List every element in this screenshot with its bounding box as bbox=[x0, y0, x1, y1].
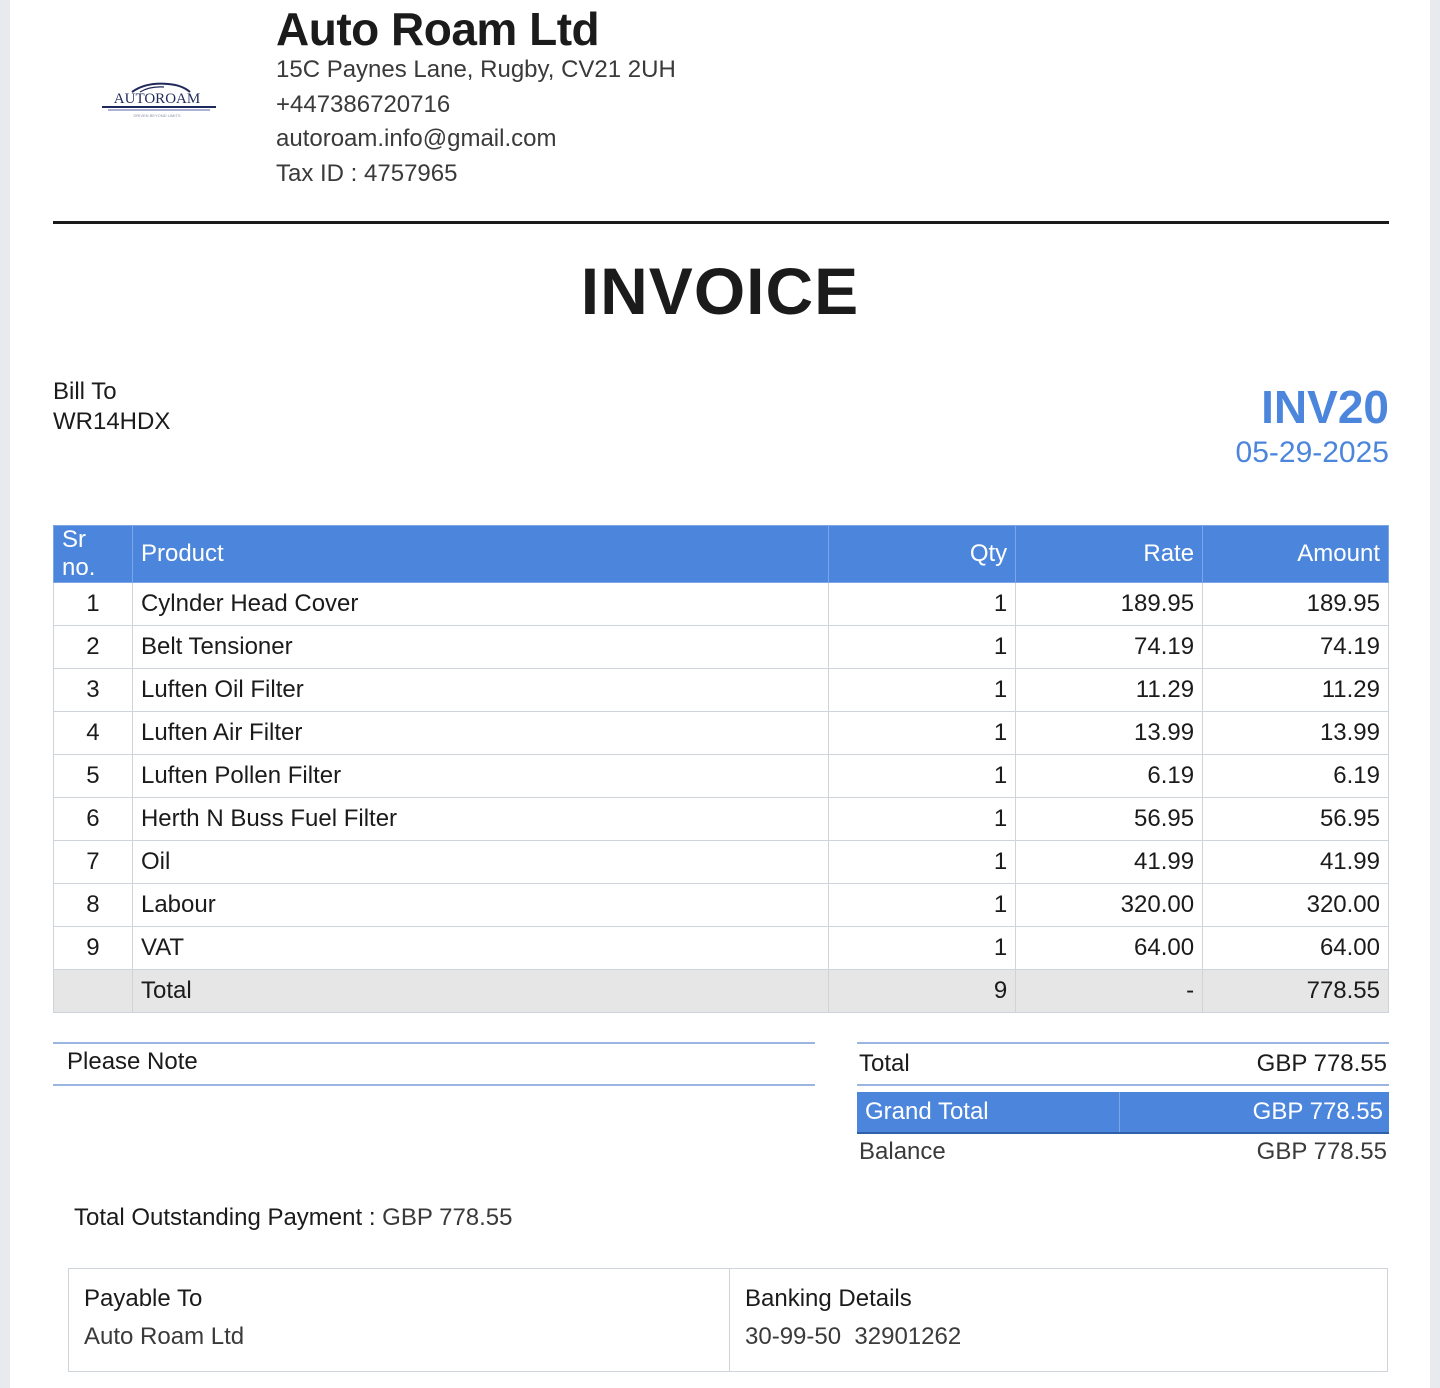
table-row bbox=[54, 583, 1389, 626]
cell-sr: 8 bbox=[54, 884, 133, 927]
summary-total-row bbox=[857, 1042, 1389, 1086]
cell-product: Labour bbox=[132, 884, 828, 927]
cell-rate: 189.95 bbox=[1016, 583, 1203, 626]
table-row bbox=[54, 884, 1389, 927]
table-row bbox=[54, 712, 1389, 755]
cell-rate: 41.99 bbox=[1016, 841, 1203, 884]
svg-text:AUTOROAM: AUTOROAM bbox=[113, 91, 201, 107]
outstanding-payment bbox=[74, 1204, 513, 1232]
payable-to-value: Auto Roam Ltd bbox=[84, 1323, 245, 1350]
items-table bbox=[53, 525, 1389, 1013]
cell-sr: 3 bbox=[54, 669, 133, 712]
cell-sr: 4 bbox=[54, 712, 133, 755]
header-product: Product bbox=[132, 526, 828, 583]
invoice-page bbox=[10, 0, 1430, 1388]
cell-product: Luften Air Filter bbox=[132, 712, 828, 755]
invoice-number: INV20 bbox=[1261, 381, 1389, 433]
company-address: 15C Paynes Lane, Rugby, CV21 2UH bbox=[276, 56, 676, 83]
cell-sr: 6 bbox=[54, 798, 133, 841]
cell-sr: 9 bbox=[54, 927, 133, 970]
header-sr: Sr no. bbox=[54, 526, 133, 583]
cell-amount: 11.29 bbox=[1203, 669, 1389, 712]
cell-amount: 41.99 bbox=[1203, 841, 1389, 884]
cell-amount: 13.99 bbox=[1203, 712, 1389, 755]
cell-amount: 6.19 bbox=[1203, 755, 1389, 798]
cell-qty: 1 bbox=[829, 669, 1016, 712]
payment-details-box bbox=[68, 1268, 1388, 1372]
cell-rate: 11.29 bbox=[1016, 669, 1203, 712]
cell-amount: 56.95 bbox=[1203, 798, 1389, 841]
balance-value: GBP 778.55 bbox=[1256, 1138, 1387, 1165]
cell-rate: 74.19 bbox=[1016, 626, 1203, 669]
cell-rate: 13.99 bbox=[1016, 712, 1203, 755]
cell-qty: 1 bbox=[829, 583, 1016, 626]
invoice-date: 05-29-2025 bbox=[1235, 436, 1389, 469]
outstanding-label: Total Outstanding Payment : bbox=[74, 1204, 376, 1231]
total-amount: 778.55 bbox=[1203, 970, 1389, 1013]
bill-to-label: Bill To bbox=[53, 378, 117, 405]
cell-product: Oil bbox=[132, 841, 828, 884]
cell-sr: 5 bbox=[54, 755, 133, 798]
table-header-row bbox=[54, 526, 1389, 583]
table-row bbox=[54, 669, 1389, 712]
balance-label: Balance bbox=[859, 1138, 946, 1165]
cell-qty: 1 bbox=[829, 927, 1016, 970]
cell-product: VAT bbox=[132, 927, 828, 970]
cell-sr: 7 bbox=[54, 841, 133, 884]
cell-rate: 64.00 bbox=[1016, 927, 1203, 970]
header-amount: Amount bbox=[1203, 526, 1389, 583]
cell-rate: 6.19 bbox=[1016, 755, 1203, 798]
payable-to-section bbox=[69, 1269, 730, 1371]
header-qty: Qty bbox=[829, 526, 1016, 583]
cell-sr: 1 bbox=[54, 583, 133, 626]
cell-qty: 1 bbox=[829, 755, 1016, 798]
bill-to-value: WR14HDX bbox=[53, 408, 171, 435]
cell-product: Herth N Buss Fuel Filter bbox=[132, 798, 828, 841]
grand-total-value: GBP 778.55 bbox=[1252, 1098, 1383, 1125]
table-total-row bbox=[54, 970, 1389, 1013]
summary-total-label: Total bbox=[859, 1050, 910, 1077]
outstanding-value: GBP 778.55 bbox=[382, 1204, 513, 1231]
cell-amount: 189.95 bbox=[1203, 583, 1389, 626]
grand-total-row bbox=[857, 1092, 1389, 1134]
cell-qty: 1 bbox=[829, 884, 1016, 927]
svg-text:DRIVEN BEYOND LIMITS: DRIVEN BEYOND LIMITS bbox=[133, 113, 181, 118]
banking-details-label: Banking Details bbox=[745, 1285, 912, 1312]
cell-qty: 1 bbox=[829, 798, 1016, 841]
banking-details-section bbox=[730, 1269, 1387, 1371]
grand-total-divider bbox=[1119, 1092, 1120, 1132]
cell-sr-empty bbox=[54, 970, 133, 1013]
balance-row bbox=[857, 1132, 1389, 1172]
please-note-box bbox=[53, 1042, 815, 1086]
header-rate: Rate bbox=[1016, 526, 1203, 583]
company-tax-id: Tax ID : 4757965 bbox=[276, 160, 458, 187]
cell-rate: 320.00 bbox=[1016, 884, 1203, 927]
cell-sr: 2 bbox=[54, 626, 133, 669]
summary-total-value: GBP 778.55 bbox=[1256, 1050, 1387, 1077]
table-row bbox=[54, 626, 1389, 669]
cell-product: Luften Pollen Filter bbox=[132, 755, 828, 798]
cell-amount: 74.19 bbox=[1203, 626, 1389, 669]
grand-total-label: Grand Total bbox=[865, 1098, 989, 1125]
company-email: autoroam.info@gmail.com bbox=[276, 125, 557, 152]
cell-product: Luften Oil Filter bbox=[132, 669, 828, 712]
table-row bbox=[54, 841, 1389, 884]
total-rate: - bbox=[1016, 970, 1203, 1013]
document-title: INVOICE bbox=[580, 254, 860, 328]
cell-product: Belt Tensioner bbox=[132, 626, 828, 669]
autoroam-logo bbox=[94, 76, 220, 122]
banking-details-value: 30-99-50 32901262 bbox=[745, 1323, 962, 1350]
please-note-label: Please Note bbox=[67, 1048, 198, 1075]
table-row bbox=[54, 798, 1389, 841]
cell-qty: 1 bbox=[829, 712, 1016, 755]
cell-qty: 1 bbox=[829, 626, 1016, 669]
total-label: Total bbox=[132, 970, 828, 1013]
cell-amount: 64.00 bbox=[1203, 927, 1389, 970]
company-phone: +447386720716 bbox=[276, 91, 451, 118]
payable-to-label: Payable To bbox=[84, 1285, 203, 1312]
cell-amount: 320.00 bbox=[1203, 884, 1389, 927]
table-row bbox=[54, 755, 1389, 798]
total-qty: 9 bbox=[829, 970, 1016, 1013]
table-row bbox=[54, 927, 1389, 970]
cell-qty: 1 bbox=[829, 841, 1016, 884]
company-name: Auto Roam Ltd bbox=[276, 3, 600, 55]
header-divider bbox=[53, 221, 1389, 224]
cell-rate: 56.95 bbox=[1016, 798, 1203, 841]
cell-product: Cylnder Head Cover bbox=[132, 583, 828, 626]
